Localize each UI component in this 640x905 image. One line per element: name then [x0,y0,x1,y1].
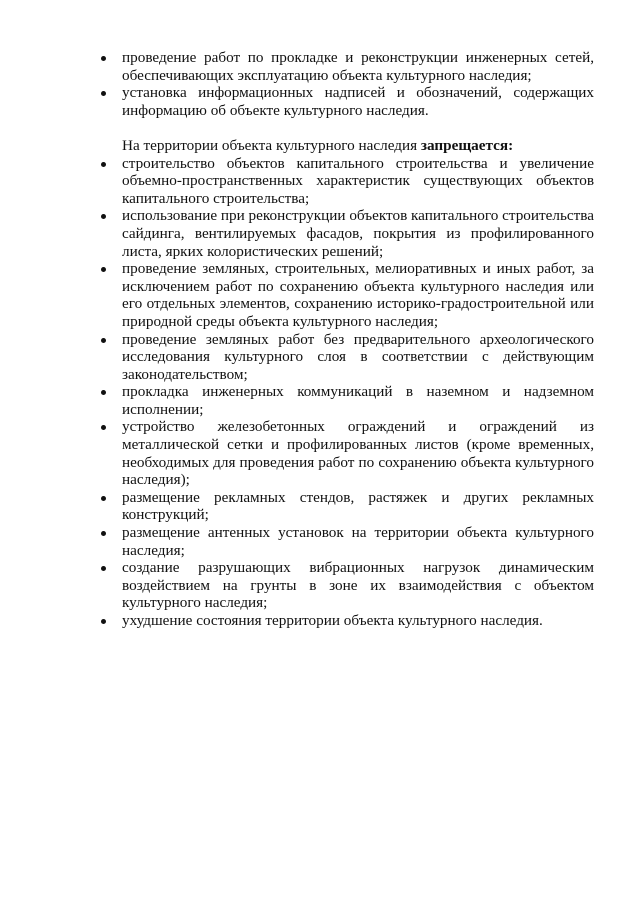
bullet-icon [101,531,106,536]
list-item [122,260,594,330]
list-item [122,383,594,418]
list-item [122,84,594,119]
list-item [122,49,594,84]
bullet-icon [101,425,106,430]
list-item-text: прокладка инженерных коммуникаций в наземном и надземном исполнении; [122,383,594,418]
bullet-icon [101,390,106,395]
allowed-works-list [122,49,594,119]
bullet-icon [101,496,106,501]
list-item [122,331,594,384]
bullet-icon [101,619,106,624]
list-item [122,612,594,630]
list-item-text: установка информационных надписей и обозначений, содержащих информацию об объекте культурного наследия. [122,84,594,119]
bullet-icon [101,162,106,167]
forbidden-works-list [122,155,594,630]
list-item-text: использование при реконструкции объектов капитального строительства сайдинга, вентилируемых фасадов, покрытия из профилированного листа, ярких колористических решений; [122,207,594,260]
bullet-icon [101,91,106,96]
bullet-icon [101,267,106,272]
list-item-text: размещение рекламных стендов, растяжек и других рекламных конструкций; [122,488,594,524]
bullet-icon [101,214,106,219]
list-item [122,155,594,208]
list-item [122,207,594,260]
list-item [122,418,594,488]
list-item-text: размещение антенных установок на территории объекта культурного наследия; [122,524,594,559]
bullet-icon [101,56,106,61]
list-item-text: создание разрушающих вибрационных нагрузок динамическим воздействием на грунты в зоне их взаимодействия с объектом культурного наследия; [122,559,594,612]
bullet-icon [101,566,106,571]
intro-bold: запрещается: [420,136,514,154]
bullet-icon [101,338,106,343]
list-item [122,524,594,559]
list-item [122,559,594,612]
list-item [122,489,594,524]
list-item-text: ухудшение состояния территории объекта культурного наследия. [122,612,543,629]
list-item-text: проведение земляных, строительных, мелиоративных и иных работ, за исключением работ по сохранению объекта культурного наследия или его отдельных элементов, сохранению историко-градостроительной или природной среды объекта культурного наследия; [122,260,594,330]
list-item-text: проведение работ по прокладке и реконструкции инженерных сетей, обеспечивающих эксплуатацию объекта культурного наследия; [122,49,594,84]
list-item-text: устройство железобетонных ограждений и ограждений из металлической сетки и профилированных листов (кроме временных, необходимых для проведения работ по сохранению объекта культурного наследия); [122,418,594,489]
intro-text: На территории объекта культурного наследия [122,136,421,154]
list-item-text: проведение земляных работ без предварительного археологического исследования культурного слоя в соответствии с действующим законодательством; [122,330,594,383]
list-item-text: строительство объектов капитального строительства и увеличение объемно-пространственных характеристик существующих объектов капитального строительства; [122,154,594,207]
intro-paragraph [122,137,594,155]
